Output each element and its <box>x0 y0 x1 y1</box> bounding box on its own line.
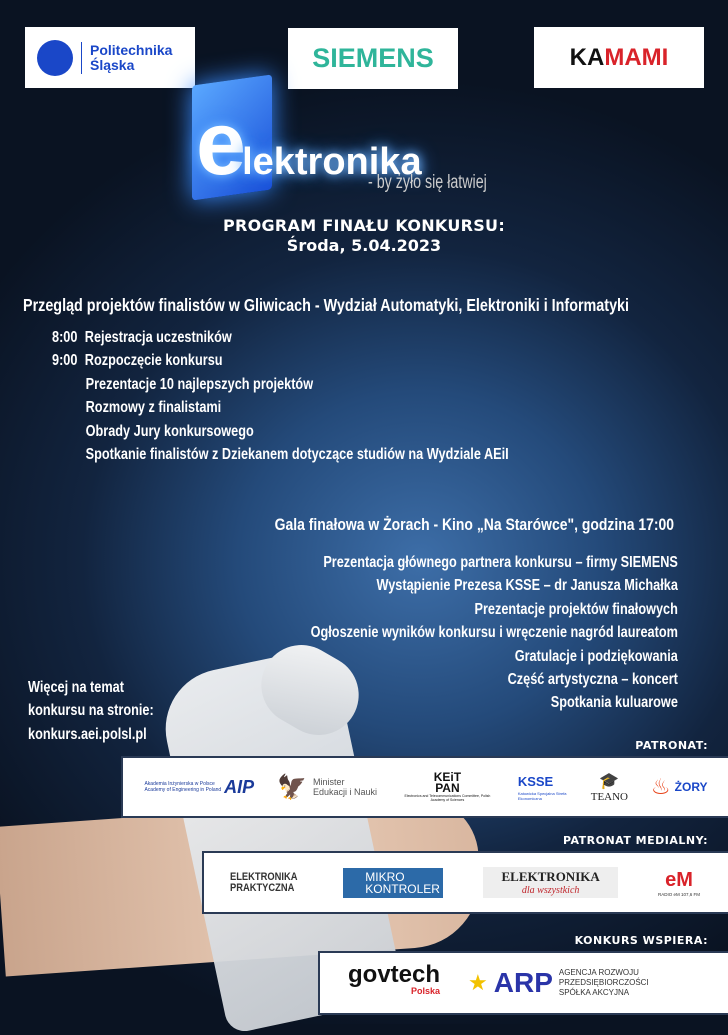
gala-list <box>230 551 678 715</box>
ksse-logo: KSSE Katowicka Specjalna Strefa Ekonomiczna <box>517 774 567 801</box>
patronat-label: PATRONAT: <box>635 739 708 752</box>
brand-tagline: - by żyło się łatwiej <box>368 172 487 193</box>
program-title: PROGRAM FINAŁU KONKURSU: <box>222 216 506 235</box>
review-item: Prezentacje 10 najlepszych projektów <box>85 375 314 393</box>
eagle-icon: 🦅 <box>277 773 307 801</box>
website-link[interactable]: konkurs.aei.polsl.pl <box>28 725 147 743</box>
aip-logo: Akademia Inżynierska w Polsce Academy of Engineering in Poland AIP <box>144 776 255 797</box>
more-info <box>28 676 181 746</box>
brand-title: elektronika <box>196 94 422 194</box>
patronat-band <box>121 756 728 818</box>
flame-icon: ♨ <box>650 774 671 799</box>
review-item: Spotkanie finalistów z Dziekanem dotyczące studiów na Wydziale AEiI <box>85 446 509 464</box>
gala-item: Prezentacje projektów finałowych <box>474 600 678 618</box>
teano-logo: 🎓 TEANO <box>590 773 629 803</box>
review-item: Obrady Jury konkursowego <box>85 422 254 440</box>
kamami-ka: KA <box>569 43 605 71</box>
men-logo: 🦅 Minister Edukacji i Nauki <box>277 773 378 801</box>
program-date: Środa, 5.04.2023 <box>286 236 442 255</box>
elektronika-dla-wszystkich-logo: ELEKTRONIKA dla wszystkich <box>483 867 618 898</box>
kamami-mami: MAMI <box>604 43 669 71</box>
keit-pan-logo: KEiT PAN Electronics and Telecommunications Committee, Polish Academy of Sciences <box>404 770 491 802</box>
media-label: PATRONAT MEDIALNY: <box>562 834 708 847</box>
polsl-name-line2: Śląska <box>90 56 135 73</box>
polsl-name-line1: Politechnika <box>90 41 173 58</box>
more-line2: konkursu na stronie: <box>28 702 154 720</box>
media-band <box>202 851 728 914</box>
siemens-text: SIEMENS <box>312 43 434 73</box>
star-icon: ★ <box>468 970 488 995</box>
gala-item: Gratulacje i podziękowania <box>514 647 678 665</box>
support-band <box>318 951 728 1015</box>
gala-item: Prezentacja głównego partnera konkursu – firmy SIEMENS <box>323 554 678 571</box>
support-label: KONKURS WSPIERA: <box>574 934 708 947</box>
gala-item: Ogłoszenie wyników konkursu i wręczenie nagród laureatom <box>310 624 678 642</box>
gala-item: Część artystyczna – koncert <box>507 671 678 689</box>
polsl-emblem-icon <box>37 40 73 76</box>
review-heading: Przegląd projektów finalistów w Gliwicach - Wydział Automatyki, Elektroniki i Informatyki <box>23 295 630 315</box>
review-list <box>52 326 609 466</box>
review-item: Rozmowy z finalistami <box>85 399 222 417</box>
review-item: 9:00 Rozpoczęcie konkursu <box>52 352 223 370</box>
radio-em-logo: eM RADIO eM 107,6 FM <box>658 868 701 897</box>
elektronika-praktyczna-logo: ELEKTRONIKA PRAKTYCZNA <box>229 870 298 894</box>
kamami-logo <box>534 27 704 88</box>
govtech-logo: govtech Polska <box>348 961 441 996</box>
siemens-logo <box>288 28 458 89</box>
polsl-logo <box>25 27 195 88</box>
gala-item: Spotkania kuluarowe <box>550 694 678 712</box>
review-item: 8:00 Rejestracja uczestników <box>52 329 232 346</box>
graduation-cap-icon: 🎓 <box>599 773 620 790</box>
gala-item: Wystąpienie Prezesa KSSE – dr Janusza Michałka <box>376 577 678 595</box>
gala-heading: Gala finałowa w Żorach - Kino „Na Starówce", godzina 17:00 <box>274 515 674 534</box>
mikrokontroler-logo: MIKRO KONTROLER <box>343 868 443 898</box>
zory-logo: ♨ ŻORY <box>650 774 708 799</box>
more-line1: Więcej na temat <box>28 679 124 696</box>
arp-logo: ★ ARP AGENCJA ROZWOJU PRZEDSIĘBIORCZOŚCI SPÓŁKA AKCYJNA <box>468 967 649 998</box>
